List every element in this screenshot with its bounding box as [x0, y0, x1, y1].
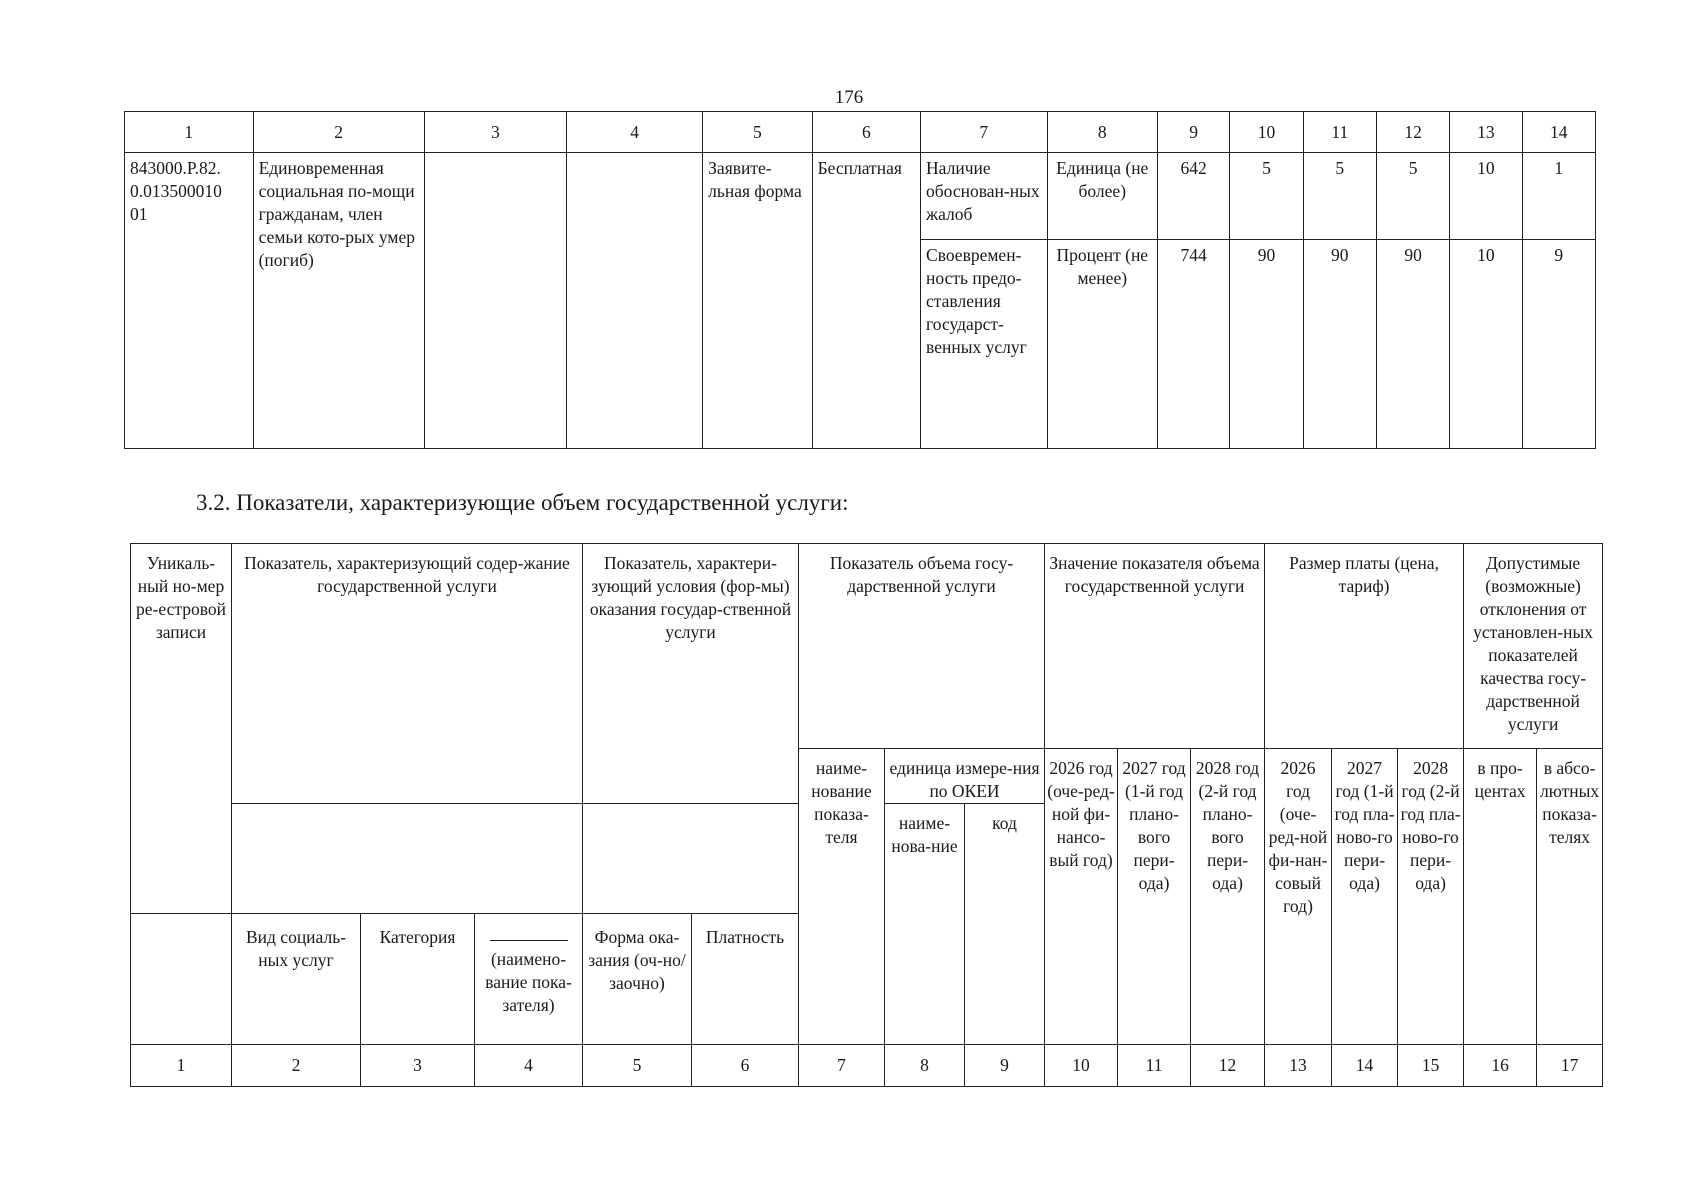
header-absolute: в абсо-лютных показа-телях: [1537, 749, 1603, 1045]
table1-header-cell: 6: [812, 112, 920, 153]
header-social-type: Вид социаль-ных услуг: [232, 914, 361, 1045]
column-number: 1: [131, 1045, 232, 1087]
column-number: 17: [1537, 1045, 1603, 1087]
table2-header-row: [131, 544, 1603, 749]
header-fee-2027: 2027 год (1-й год пла-ново-го пери-ода): [1332, 749, 1398, 1045]
header-year-2028: 2028 год (2-й год плано-вого пери-ода): [1191, 749, 1265, 1045]
empty-cell: [131, 914, 232, 1045]
header-fee-2028: 2028 год (2-й год пла-ново-го пери-ода): [1398, 749, 1464, 1045]
table1-header-cell: 2: [253, 112, 424, 153]
column-number: 10: [1045, 1045, 1118, 1087]
header-okei: единица измере-ния по ОКЕИ: [885, 749, 1045, 804]
table1-header-cell: 13: [1450, 112, 1522, 153]
column-number: 12: [1191, 1045, 1265, 1087]
header-fee-2026: 2026 год (оче-ред-ной фи-нан-совый год): [1265, 749, 1332, 1045]
column-number: 13: [1265, 1045, 1332, 1087]
value-cell: 9: [1522, 240, 1595, 449]
table1-header-cell: 1: [125, 112, 254, 153]
header-year-2027: 2027 год (1-й год плано-вого пери-ода): [1118, 749, 1191, 1045]
page-number: 176: [834, 87, 864, 108]
table1-header-cell: 5: [703, 112, 812, 153]
indicator-name: Своевремен-ность предо-ставления государст-венных услуг: [921, 240, 1047, 449]
header-volume-value: Значение показателя объема государственной услуги: [1045, 544, 1265, 749]
unit-cell: Процент (не менее): [1047, 240, 1158, 449]
header-blank-indicator-label: (наимено-вание пока-зателя): [485, 949, 572, 1015]
column-number: 6: [692, 1045, 799, 1087]
header-blank-indicator: [475, 914, 583, 1045]
header-year-2026: 2026 год (оче-ред-ной фи-нансо-вый год): [1045, 749, 1118, 1045]
table1-header-cell: 11: [1303, 112, 1376, 153]
header-volume-indicator: Показатель объема госу-дарственной услуги: [799, 544, 1045, 749]
header-content-indicator: Показатель, характеризующий содер-жание государственной услуги: [232, 544, 583, 804]
header-payment: Платность: [692, 914, 799, 1045]
table1-header-cell: 10: [1230, 112, 1303, 153]
empty-cell: [567, 153, 703, 449]
value-cell: 642: [1158, 153, 1230, 240]
column-number: 11: [1118, 1045, 1191, 1087]
column-number: 16: [1464, 1045, 1537, 1087]
empty-cell: [424, 153, 566, 449]
column-number: 4: [475, 1045, 583, 1087]
column-number: 3: [361, 1045, 475, 1087]
column-number: 8: [885, 1045, 965, 1087]
table1-header-cell: 12: [1376, 112, 1449, 153]
header-indicator-name: наиме-нование показа-теля: [799, 749, 885, 1045]
registry-number: 843000.P.82. 0.013500010 01: [125, 153, 254, 449]
form-cell: Заявите-льная форма: [703, 153, 812, 449]
header-form: Форма ока-зания (оч-но/заочно): [583, 914, 692, 1045]
table1-header-cell: 9: [1158, 112, 1230, 153]
column-number: 14: [1332, 1045, 1398, 1087]
value-cell: 1: [1522, 153, 1595, 240]
column-number: 7: [799, 1045, 885, 1087]
table1-header-cell: 4: [567, 112, 703, 153]
header-okei-name: наиме-нова-ние: [885, 804, 965, 1045]
table1-header-cell: 8: [1047, 112, 1158, 153]
quality-indicators-table: [124, 111, 1596, 449]
header-percent: в про-центах: [1464, 749, 1537, 1045]
volume-indicators-table: [130, 543, 1603, 1087]
table1-header-row: [125, 112, 1596, 153]
header-conditions-indicator: Показатель, характери-зующий условия (фор-мы) оказания государ-ственной услуги: [583, 544, 799, 804]
header-fee: Размер платы (цена, тариф): [1265, 544, 1464, 749]
value-cell: 5: [1376, 153, 1449, 240]
value-cell: 90: [1376, 240, 1449, 449]
header-okei-code: код: [965, 804, 1045, 1045]
indicator-name: Наличие обоснован-ных жалоб: [921, 153, 1047, 240]
table-row: [125, 153, 1596, 240]
header-category: Категория: [361, 914, 475, 1045]
column-number: 5: [583, 1045, 692, 1087]
table2-number-row: [131, 1045, 1603, 1087]
table1-header-cell: 7: [921, 112, 1047, 153]
table1-header-cell: 14: [1522, 112, 1595, 153]
value-cell: 5: [1230, 153, 1303, 240]
column-number: 2: [232, 1045, 361, 1087]
header-deviation: Допустимые (возможные) отклонения от установлен-ных показателей качества госу-дарственной услуги: [1464, 544, 1603, 749]
service-name: Единовременная социальная по-мощи гражданам, член семьи кото-рых умер (погиб): [253, 153, 424, 449]
table1-header-cell: 3: [424, 112, 566, 153]
column-number: 15: [1398, 1045, 1464, 1087]
section-title: 3.2. Показатели, характеризующие объем государственной услуги:: [196, 490, 849, 515]
empty-cell: [583, 804, 799, 914]
blank-underline: [490, 940, 568, 942]
value-cell: 10: [1450, 153, 1522, 240]
header-unique-number: Уникаль-ный но-мер ре-естровой записи: [131, 544, 232, 914]
value-cell: 90: [1303, 240, 1376, 449]
value-cell: 5: [1303, 153, 1376, 240]
payment-cell: Бесплатная: [812, 153, 920, 449]
value-cell: 10: [1450, 240, 1522, 449]
column-number: 9: [965, 1045, 1045, 1087]
value-cell: 744: [1158, 240, 1230, 449]
value-cell: 90: [1230, 240, 1303, 449]
unit-cell: Единица (не более): [1047, 153, 1158, 240]
empty-cell: [232, 804, 583, 914]
